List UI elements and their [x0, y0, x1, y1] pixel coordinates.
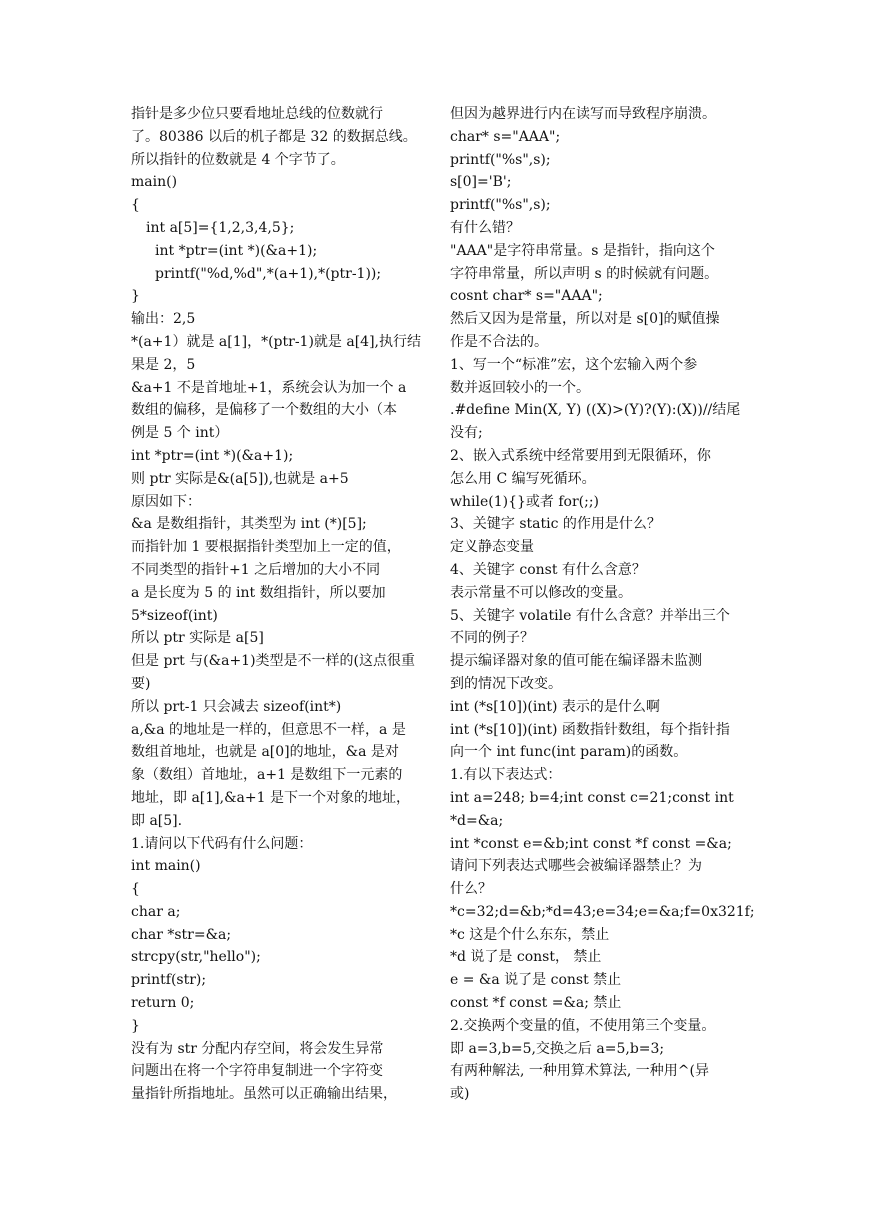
text-line: int a=248; b=4;int const c=21;const int [450, 789, 734, 806]
text-line: 而指针加 1 要根据指针类型加上一定的值， [131, 539, 401, 556]
text-line: while(1){}或者 for(;;) [450, 493, 599, 510]
text-line: { [131, 197, 140, 214]
text-line: 地址，即 a[1],&a+1 是下一个对象的地址， [131, 789, 410, 806]
text-line: int *const e=&b;int const *f const =&a; [450, 835, 732, 852]
text-line: 果是 2，5 [131, 356, 196, 373]
text-line: 1.请问以下代码有什么问题： [131, 835, 313, 852]
text-line: *d 说了是 const， 禁止 [450, 949, 602, 966]
text-line: 问题出在将一个字符串复制进一个字符变 [131, 1063, 383, 1080]
text-line: 1、写一个“标准”宏，这个宏输入两个参 [450, 356, 698, 373]
text-line: 到的情况下改变。 [450, 675, 562, 692]
text-line: &a+1 不是首地址+1，系统会认为加一个 a [131, 379, 407, 396]
text-line: } [131, 1017, 140, 1034]
text-line: *(a+1）就是 a[1]，*(ptr-1)就是 a[4],执行结 [131, 333, 421, 350]
text-line: 2.交换两个变量的值，不使用第三个变量。 [450, 1017, 716, 1034]
text-line: printf("%d,%d",*(a+1),*(ptr-1)); [155, 265, 382, 282]
text-line: 1.有以下表达式： [450, 767, 562, 784]
text-line: char *str=&a; [131, 926, 232, 943]
text-line: .#define Min(X, Y) ((X)>(Y)?(Y):(X))//结尾 [450, 402, 741, 419]
text-line: 什么？ [450, 881, 492, 898]
text-line: 所以 ptr 实际是 a[5] [131, 630, 264, 647]
text-line: 量指针所指地址。虽然可以正确输出结果， [131, 1086, 397, 1103]
text-line: int (*s[10])(int) 表示的是什么啊 [450, 698, 660, 715]
text-line: 原因如下： [131, 493, 201, 510]
text-line: int *ptr=(int *)(&a+1); [155, 242, 318, 259]
text-line: int (*s[10])(int) 函数指针数组，每个指针指 [450, 721, 730, 738]
text-line: 所以指针的位数就是 4 个字节了。 [131, 151, 345, 168]
text-line: &a 是数组指针，其类型为 int (*)[5]; [131, 516, 367, 533]
text-line: *c=32;d=&b;*d=43;e=34;e=&a;f=0x321f; [450, 903, 755, 920]
text-line: 作是不合法的。 [450, 333, 548, 350]
text-line: } [131, 288, 140, 305]
left-text-column [131, 103, 422, 1106]
text-line: 字符串常量，所以声明 s 的时候就有问题。 [450, 265, 719, 282]
text-line: 但因为越界进行内在读写而导致程序崩溃。 [450, 106, 716, 122]
text-line: 5*sizeof(int) [131, 607, 218, 624]
text-line: 输出：2,5 [131, 311, 196, 328]
text-line: int *ptr=(int *)(&a+1); [131, 447, 294, 464]
text-line: cosnt char* s="AAA"; [450, 288, 603, 305]
text-line: return 0; [131, 995, 195, 1012]
text-line: 5、关键字 volatile 有什么含意？并举出三个 [450, 607, 730, 624]
text-line: 指针是多少位只要看地址总线的位数就行 [131, 106, 383, 122]
text-line: 没有为 str 分配内存空间，将会发生异常 [131, 1040, 384, 1057]
text-line: 定义静态变量 [450, 539, 534, 556]
text-line: printf("%s",s); [450, 151, 551, 168]
text-line: int main() [131, 858, 201, 875]
text-line: 不同类型的指针+1 之后增加的大小不同 [131, 561, 381, 578]
text-line: 怎么用 C 编写死循环。 [450, 470, 596, 487]
text-line: 了。80386 以后的机子都是 32 的数据总线。 [131, 128, 417, 145]
text-line: 不同的例子？ [450, 630, 534, 647]
text-line: a,&a 的地址是一样的，但意思不一样，a 是 [131, 721, 406, 738]
text-line: "AAA"是字符串常量。s 是指针，指向这个 [450, 242, 715, 259]
right-text-column [450, 103, 755, 1106]
text-line: char a; [131, 903, 181, 920]
text-line: 有两种解法, 一种用算术算法, 一种用^(异 [450, 1063, 709, 1080]
text-line: 3、关键字 static 的作用是什么？ [450, 516, 661, 533]
text-line: e = &a 说了是 const 禁止 [450, 972, 622, 989]
text-line: printf(str); [131, 972, 207, 989]
text-line: 则 ptr 实际是&(a[5]),也就是 a+5 [131, 470, 349, 487]
text-line: 但是 prt 与(&a+1)类型是不一样的(这点很重 [131, 653, 416, 670]
text-line: 即 a[5]. [131, 812, 183, 829]
text-line: 提示编译器对象的值可能在编译器未监测 [450, 653, 702, 670]
text-line: 没有; [450, 425, 483, 442]
text-line: 象（数组）首地址，a+1 是数组下一元素的 [131, 767, 403, 784]
text-line: 数组的偏移，是偏移了一个数组的大小（本 [131, 402, 397, 419]
text-line: 向一个 int func(int param)的函数。 [450, 744, 688, 761]
text-line: *c 这是个什么东东，禁止 [450, 926, 610, 943]
text-line: 数并返回较小的一个。 [450, 379, 590, 396]
text-line: 有什么错？ [450, 219, 520, 236]
text-line: 数组首地址，也就是 a[0]的地址，&a 是对 [131, 744, 399, 761]
text-line: 或) [450, 1086, 470, 1103]
text-line: char* s="AAA"; [450, 128, 561, 145]
text-line: a 是长度为 5 的 int 数组指针，所以要加 [131, 584, 386, 601]
text-line: strcpy(str,"hello"); [131, 949, 261, 966]
text-line: 请问下列表达式哪些会被编译器禁止？为 [450, 858, 702, 875]
text-line: 然后又因为是常量，所以对是 s[0]的赋值操 [450, 311, 720, 328]
text-line: 2、嵌入式系统中经常要用到无限循环，你 [450, 447, 711, 464]
text-line: *d=&a; [450, 812, 504, 829]
text-line: { [131, 881, 140, 898]
text-line: const *f const =&a; 禁止 [450, 995, 622, 1012]
text-line: 4、关键字 const 有什么含意？ [450, 561, 646, 578]
text-line: 例是 5 个 int） [131, 425, 229, 442]
text-line: printf("%s",s); [450, 197, 551, 214]
text-line: main() [131, 174, 178, 191]
text-line: 所以 prt-1 只会减去 sizeof(int*) [131, 698, 342, 715]
text-line: s[0]='B'; [450, 174, 512, 191]
text-line: 要) [131, 675, 151, 692]
text-line: 即 a=3,b=5,交换之后 a=5,b=3; [450, 1040, 665, 1057]
text-line: int a[5]={1,2,3,4,5}; [146, 219, 295, 236]
text-line: 表示常量不可以修改的变量。 [450, 584, 632, 601]
